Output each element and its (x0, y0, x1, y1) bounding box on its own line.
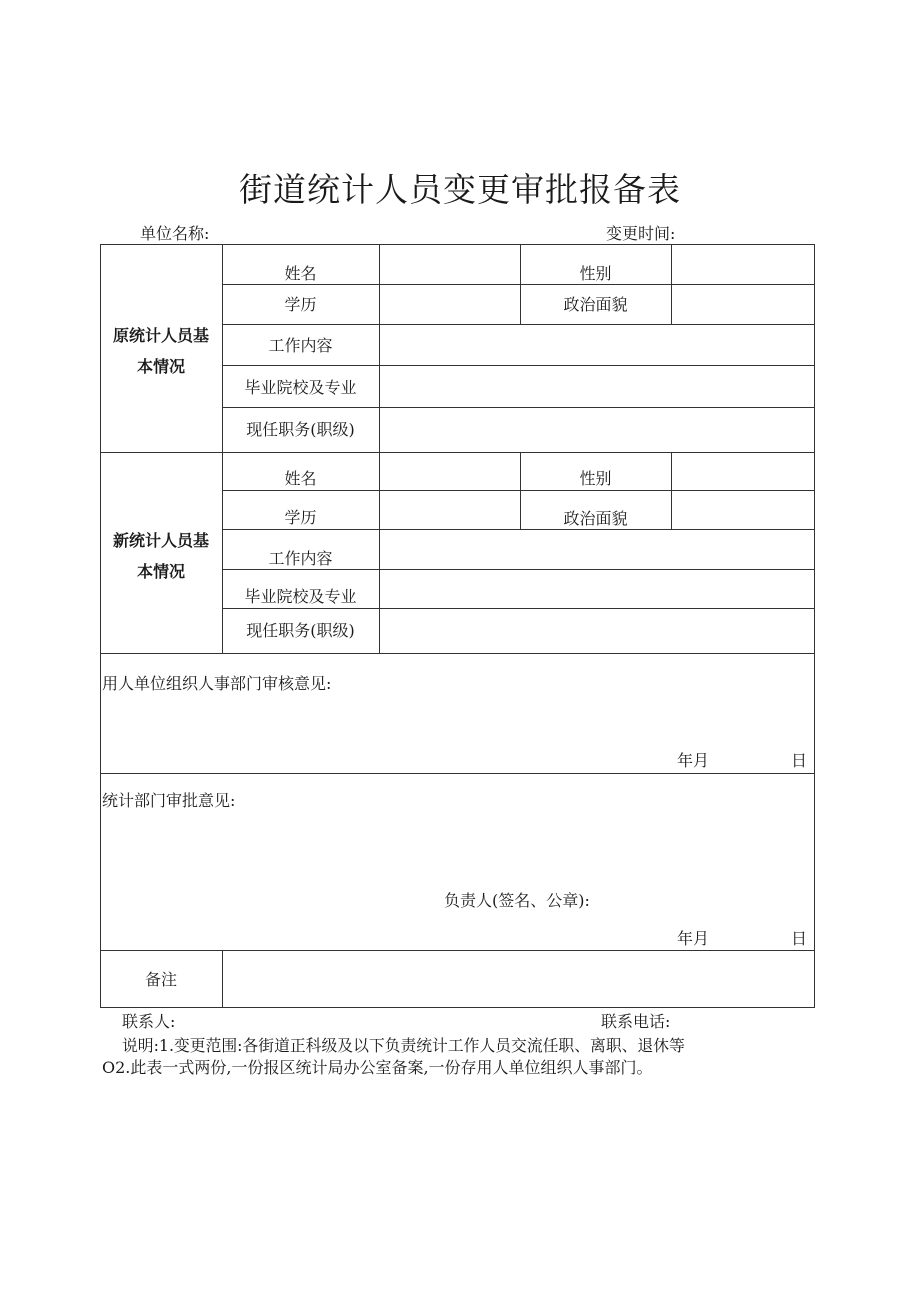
contact-person-label: 联系人: (122, 1012, 176, 1031)
note-line-2: O2.此表一式两份,一份报区统计局办公室备案,一份存用人单位组织人事部门。 (102, 1058, 653, 1077)
new-education-field[interactable] (380, 491, 520, 529)
original-gender-field[interactable] (672, 245, 814, 284)
new-gender-field[interactable] (672, 453, 814, 490)
stats-opinion-day: 日 (791, 929, 808, 948)
original-position-label: 现任职务(职级) (246, 420, 355, 439)
new-school-major-label: 毕业院校及专业 (244, 587, 357, 606)
hr-opinion-label: 用人单位组织人事部门审核意见: (102, 674, 332, 693)
original-education-label: 学历 (284, 295, 317, 314)
change-time-label: 变更时间: (606, 224, 676, 243)
hr-opinion-day: 日 (791, 751, 808, 770)
original-name-field[interactable] (380, 245, 520, 284)
original-school-major-label: 毕业院校及专业 (244, 378, 357, 397)
note-line-1: 说明:1.变更范围:各街道正科级及以下负责统计工作人员交流任职、离职、退休等 (122, 1036, 685, 1055)
hr-opinion-field[interactable] (101, 700, 814, 745)
original-gender-label: 性别 (579, 264, 612, 283)
new-political-field[interactable] (672, 491, 814, 529)
new-gender-label: 性别 (579, 469, 612, 488)
new-political-label: 政治面貌 (563, 509, 628, 528)
new-section-label-1: 新统计人员基 (112, 531, 209, 550)
new-work-content-label: 工作内容 (268, 549, 333, 568)
new-position-field[interactable] (380, 609, 814, 653)
new-name-label: 姓名 (284, 469, 317, 488)
page-title: 街道统计人员变更审批报备表 (239, 170, 681, 209)
new-work-content-field[interactable] (380, 530, 814, 569)
hr-opinion-year-month: 年月 (677, 751, 710, 770)
responsible-signature-label: 负责人(签名、公章): (444, 891, 590, 910)
stats-opinion-field[interactable] (101, 815, 814, 885)
original-position-field[interactable] (380, 408, 814, 452)
new-education-label: 学历 (284, 508, 317, 527)
remarks-label: 备注 (144, 970, 177, 989)
new-name-field[interactable] (380, 453, 520, 490)
new-school-major-field[interactable] (380, 570, 814, 608)
original-political-field[interactable] (672, 285, 814, 324)
remarks-field[interactable] (223, 951, 814, 1007)
original-section-label-2: 本情况 (136, 357, 185, 376)
original-education-field[interactable] (380, 285, 520, 324)
unit-name-label: 单位名称: (140, 224, 210, 243)
original-work-content-field[interactable] (380, 325, 814, 365)
original-work-content-label: 工作内容 (268, 336, 333, 355)
original-political-label: 政治面貌 (563, 295, 628, 314)
original-name-label: 姓名 (284, 264, 317, 283)
original-section-label-1: 原统计人员基 (112, 326, 209, 345)
new-section-label-2: 本情况 (136, 562, 185, 581)
stats-opinion-label: 统计部门审批意见: (102, 791, 236, 810)
stats-opinion-year-month: 年月 (677, 929, 710, 948)
original-school-major-field[interactable] (380, 366, 814, 407)
contact-phone-label: 联系电话: (601, 1012, 671, 1031)
new-position-label: 现任职务(职级) (246, 621, 355, 640)
